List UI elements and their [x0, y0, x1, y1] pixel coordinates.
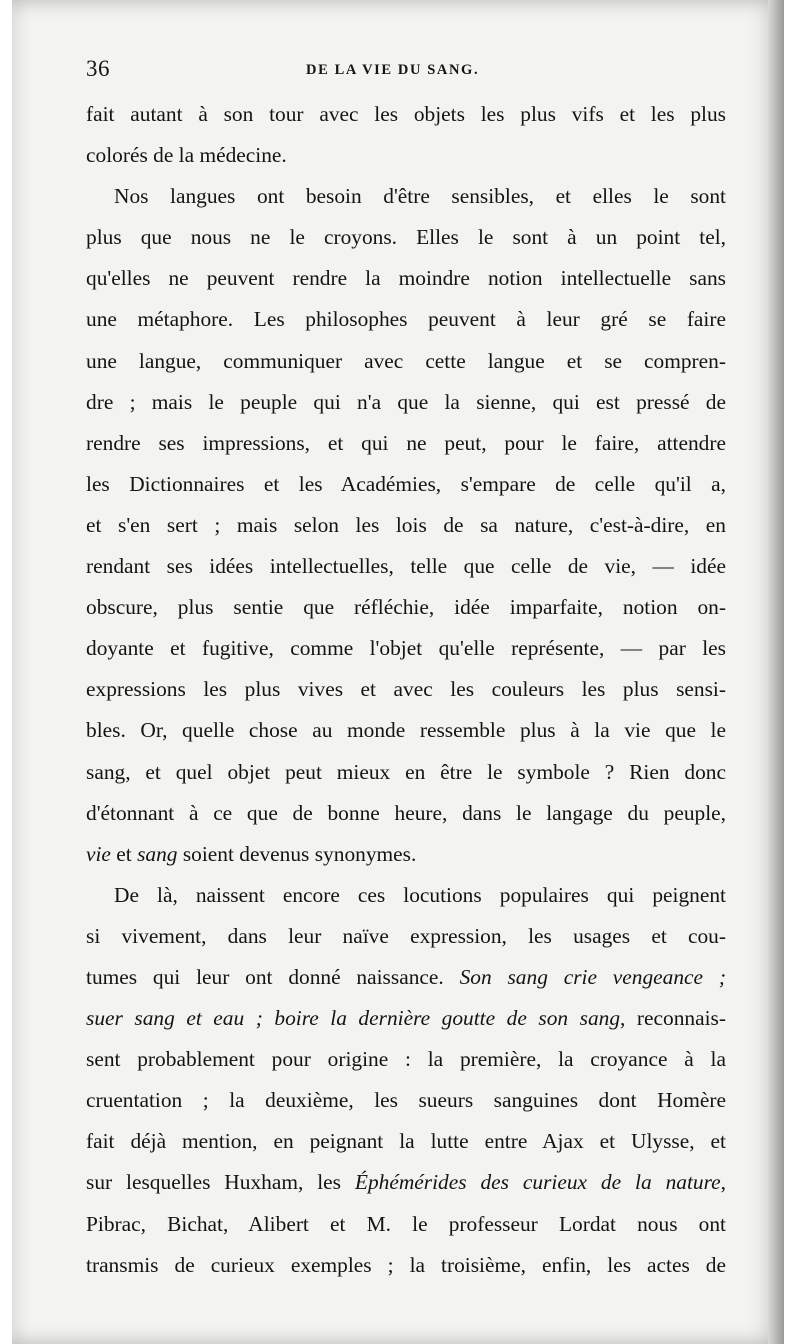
- text-line: [86, 1245, 726, 1286]
- text-segment: sent probablement pour origine : la première, la croyance à la: [86, 1047, 726, 1072]
- text-line: [86, 1162, 726, 1203]
- text-segment: et: [110, 841, 138, 866]
- text-line: [86, 176, 726, 217]
- text-segment: doyante et fugitive, comme l'objet qu'elle représente, — par les: [86, 636, 726, 661]
- text-segment: Nos langues ont besoin d'être sensibles, et elles le sont: [114, 184, 726, 209]
- text-segment: si vivement, dans leur naïve expression, les usages et cou-: [86, 923, 726, 948]
- text-segment: et s'en sert ; mais selon les lois de sa nature, c'est-à-dire, en: [86, 512, 726, 537]
- text-segment: une langue, communiquer avec cette langue et se compren-: [86, 348, 726, 373]
- text-segment: les Dictionnaires et les Académies, s'empare de celle qu'il a,: [86, 471, 726, 496]
- text-line: [86, 94, 726, 135]
- text-line: [86, 1039, 726, 1080]
- text-line: [86, 834, 726, 875]
- italic-text: suer sang et eau ; boire la dernière goutte de son sang: [86, 1006, 621, 1031]
- text-line: [86, 587, 726, 628]
- text-line: [86, 217, 726, 258]
- text-line: [86, 341, 726, 382]
- text-segment: fait autant à son tour avec les objets les plus vifs et les plus: [86, 102, 726, 126]
- text-line: [86, 957, 726, 998]
- text-segment: ,: [720, 1170, 726, 1195]
- text-segment: , reconnais-: [620, 1006, 726, 1031]
- text-line: [86, 546, 726, 587]
- page-header: [86, 56, 726, 86]
- text-line: [86, 669, 726, 710]
- text-segment: sur lesquelles Huxham, les: [86, 1170, 355, 1195]
- text-line: [86, 258, 726, 299]
- text-line: [86, 998, 726, 1039]
- text-segment: dre ; mais le peuple qui n'a que la sienne, qui est pressé de: [86, 389, 726, 414]
- text-segment: cruentation ; la deuxième, les sueurs sanguines dont Homère: [86, 1088, 726, 1113]
- text-segment: Pibrac, Bichat, Alibert et M. le professeur Lordat nous ont: [86, 1211, 726, 1236]
- text-line: [86, 752, 726, 793]
- page-edge-shadow: [768, 0, 784, 1344]
- italic-text: Éphémérides des curieux de la nature: [354, 1170, 721, 1195]
- text-line: [86, 423, 726, 464]
- text-line: [86, 1080, 726, 1121]
- text-line: [86, 505, 726, 546]
- text-segment: bles. Or, quelle chose au monde ressemble plus à la vie que le: [86, 718, 726, 743]
- text-segment: De là, naissent encore ces locutions populaires qui peignent: [114, 882, 726, 907]
- text-segment: rendant ses idées intellectuelles, telle que celle de vie, — idée: [86, 554, 726, 579]
- text-segment: une métaphore. Les philosophes peuvent à leur gré se faire: [86, 307, 726, 332]
- text-segment: qu'elles ne peuvent rendre la moindre notion intellectuelle sans: [86, 266, 726, 291]
- text-line: [86, 628, 726, 669]
- body-text: [86, 94, 726, 1286]
- text-line: [86, 382, 726, 423]
- text-line: [86, 299, 726, 340]
- text-segment: fait déjà mention, en peignant la lutte entre Ajax et Ulysse, et: [86, 1129, 726, 1154]
- italic-text: sang: [137, 841, 178, 866]
- running-title: DE LA VIE DU SANG.: [306, 62, 480, 78]
- text-segment: sang, et quel objet peut mieux en être le symbole ? Rien donc: [86, 759, 726, 784]
- text-segment: d'étonnant à ce que de bonne heure, dans le langage du peuple,: [86, 800, 726, 825]
- text-line: [86, 135, 726, 176]
- text-line: [86, 464, 726, 505]
- text-segment: obscure, plus sentie que réfléchie, idée imparfaite, notion on-: [86, 595, 726, 620]
- text-segment: tumes qui leur ont donné naissance.: [86, 964, 460, 989]
- text-line: [86, 1204, 726, 1245]
- text-segment: colorés de la médecine.: [86, 143, 287, 168]
- italic-text: Son sang crie vengeance ;: [459, 964, 726, 989]
- text-segment: transmis de curieux exemples ; la troisième, enfin, les actes de: [86, 1252, 726, 1277]
- text-line: [86, 916, 726, 957]
- text-line: [86, 875, 726, 916]
- text-segment: rendre ses impressions, et qui ne peut, pour le faire, attendre: [86, 430, 726, 455]
- text-line: [86, 710, 726, 751]
- page-number: 36: [86, 56, 110, 81]
- text-segment: expressions les plus vives et avec les couleurs les plus sensi-: [86, 677, 726, 702]
- italic-text: vie: [86, 841, 111, 866]
- text-segment: plus que nous ne le croyons. Elles le sont à un point tel,: [86, 225, 726, 250]
- text-line: [86, 1121, 726, 1162]
- text-segment: soient devenus synonymes.: [177, 841, 417, 866]
- text-line: [86, 793, 726, 834]
